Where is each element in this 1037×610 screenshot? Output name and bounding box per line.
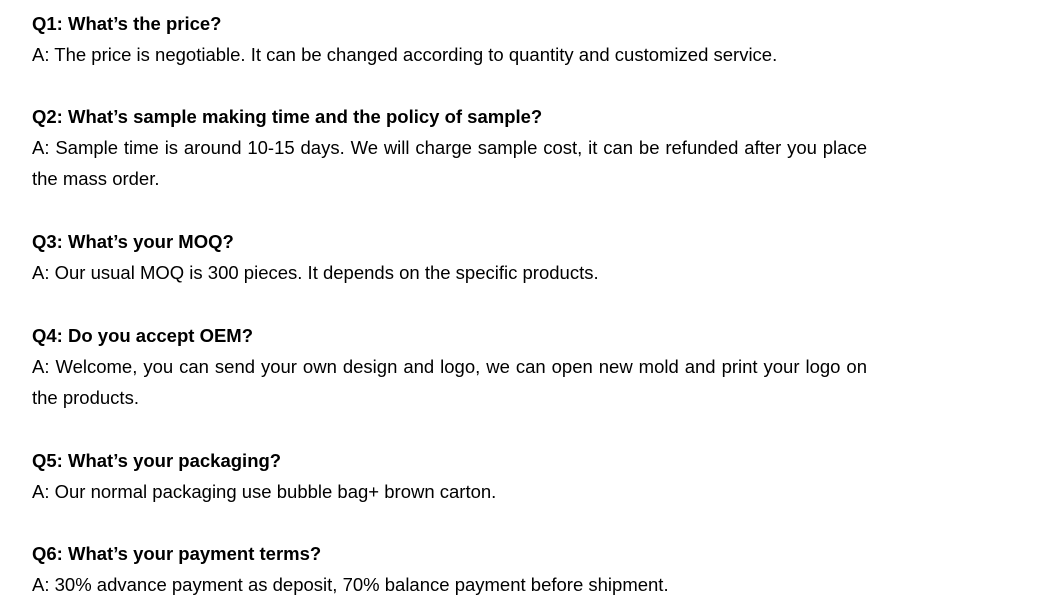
faq-item (32, 446, 867, 507)
faq-item (32, 102, 867, 194)
faq-question: Q4: Do you accept OEM? (32, 325, 254, 346)
faq-answer: A: Welcome, you can send your own design and logo, we can open new mold and print your logo on the products. (32, 356, 867, 408)
faq-question: Q2: What’s sample making time and the policy of sample? (32, 106, 543, 127)
faq-item (32, 227, 867, 288)
faq-answer: A: The price is negotiable. It can be changed according to quantity and customized service. (32, 44, 778, 65)
faq-answer: A: Our normal packaging use bubble bag+ brown carton. (32, 481, 497, 502)
faq-answer: A: 30% advance payment as deposit, 70% balance payment before shipment. (32, 574, 669, 595)
faq-item (32, 9, 867, 70)
faq-question: Q3: What’s your MOQ? (32, 231, 234, 252)
faq-item (32, 539, 867, 600)
faq-question: Q6: What’s your payment terms? (32, 543, 322, 564)
faq-item (32, 321, 867, 413)
faq-question: Q5: What’s your packaging? (32, 450, 282, 471)
faq-answer: A: Sample time is around 10-15 days. We will charge sample cost, it can be refunded after you place the mass order. (32, 137, 867, 189)
faq-answer: A: Our usual MOQ is 300 pieces. It depends on the specific products. (32, 262, 599, 283)
faq-question: Q1: What’s the price? (32, 13, 222, 34)
